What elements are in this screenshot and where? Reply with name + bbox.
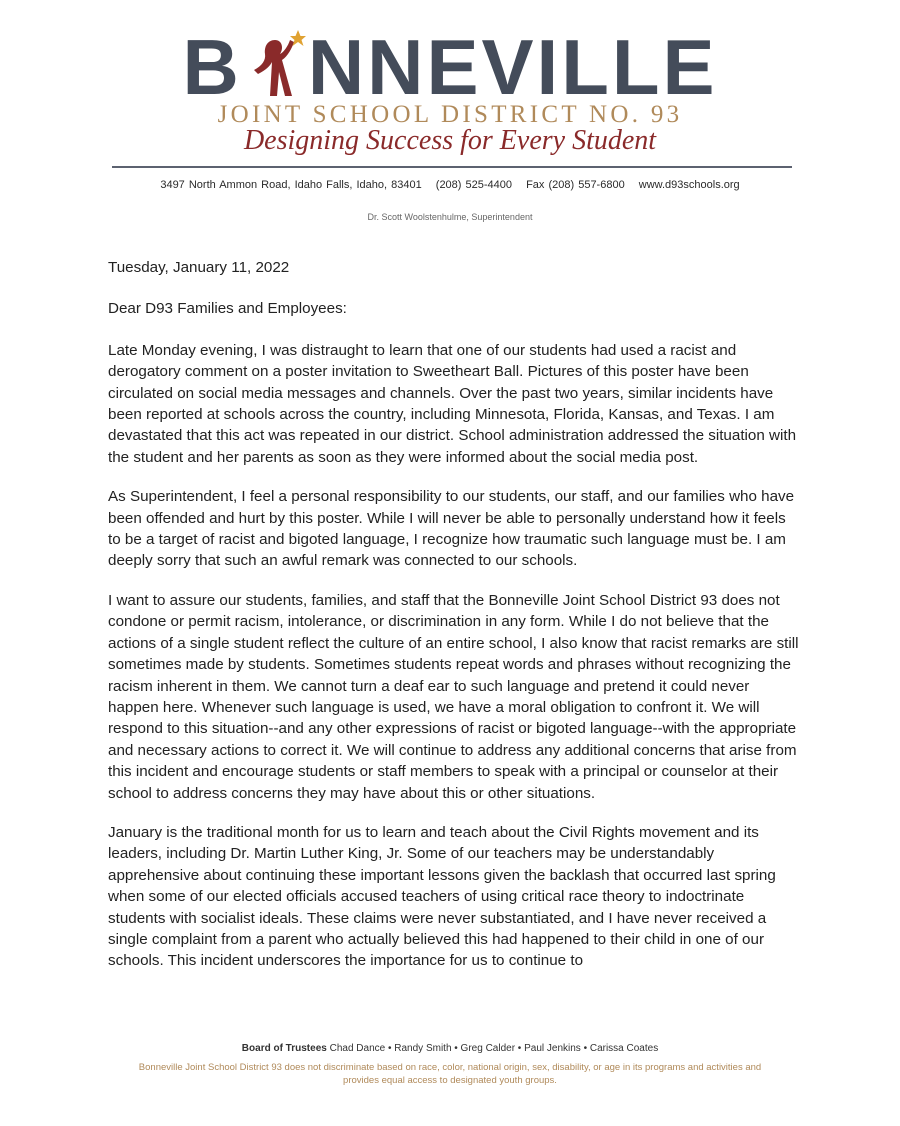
star-figure-icon (244, 30, 306, 100)
logo-text-end: NNEVILLE (307, 23, 718, 111)
logo-text-start: B (182, 23, 242, 111)
letter-body (108, 257, 802, 990)
letterhead-divider (112, 166, 792, 168)
letter-date: Tuesday, January 11, 2022 (108, 259, 290, 276)
contact-line (0, 179, 900, 191)
district-tagline: Designing Success for Every Student (243, 125, 657, 156)
letter-salutation: Dear D93 Families and Employees: (108, 300, 347, 318)
board-of-trustees (0, 1043, 900, 1054)
phone-number: (208) 525-4400 (435, 179, 513, 191)
paragraph-3: I want to assure our students, families, and staff that the Bonneville Joint School District 93 does not condone or permit racism, intolerance, or discrimination in any form. While I do not believe that the actions of a single student reflect the culture of an entire school, I also know that racist remarks are still sometimes made by students. Sometimes students repeat words and phrases without recognizing the racism inherent in them. We cannot turn a deaf ear to such language and pretend it could never happen here. Whenever such language is used, we have a moral obligation to confront it. We will respond to this situation--and any other expressions of racist or bigoted language--with the appropriate and necessary actions to correct it. We will continue to address any additional concerns that arise from this incident and encourage students or staff members to speak with a principal or counselor at their school to address concerns they may have about this or other situations. (108, 591, 799, 802)
trustees-label: Board of Trustees (241, 1043, 327, 1054)
paragraph-2: As Superintendent, I feel a personal responsibility to our students, our staff, and our families who have been offended and hurt by this poster. While I will never be able to personally understand how it feels to be a target of racist and bigoted language, I recognize how traumatic such language must be. I am deeply sorry that such an awful remark was connected to our schools. (108, 488, 795, 570)
fax-number: Fax (208) 557-6800 (526, 179, 625, 191)
paragraph-1: Late Monday evening, I was distraught to learn that one of our students had used a racist and derogatory comment on a poster invitation to Sweetheart Ball. Pictures of this poster have been circulated on social media messages and channels. Over the past two years, similar incidents have been reported at schools across the country, including Minnesota, Florida, Kansas, and Texas. I am devastated that this act was repeated in our district. School administration addressed the situation with the student and her parents as soon as they were informed about the social media post. (108, 341, 797, 466)
trustees-names: Chad Dance • Randy Smith • Greg Calder • Paul Jenkins • Carissa Coates (329, 1043, 659, 1054)
superintendent-line: Dr. Scott Woolstenhulme, Superintendent (367, 212, 533, 222)
district-logo (0, 23, 900, 111)
district-name: JOINT SCHOOL DISTRICT NO. 93 (217, 101, 683, 128)
nondiscrimination-statement: Bonneville Joint School District 93 does not discriminate based on race, color, national origin, sex, disability, or age in its programs and activities and provides equal access to designated youth groups. (138, 1062, 762, 1086)
street-address: 3497 North Ammon Road, Idaho Falls, Idaho, 83401 (160, 179, 422, 191)
paragraph-4: January is the traditional month for us to learn and teach about the Civil Rights movement and its leaders, including Dr. Martin Luther King, Jr. Some of our teachers may be understandably apprehensive about continuing these important lessons given the backlash that occurred last spring when some of our elected officials accused teachers of using critical race theory to indoctrinate students with socialist ideals. These claims were never substantiated, and I have never received a single complaint from a parent who actually believed this had happened to their child in one of our schools. This incident underscores the importance for us to continue to (108, 823, 776, 970)
website-link[interactable]: www.d93schools.org (638, 179, 740, 191)
